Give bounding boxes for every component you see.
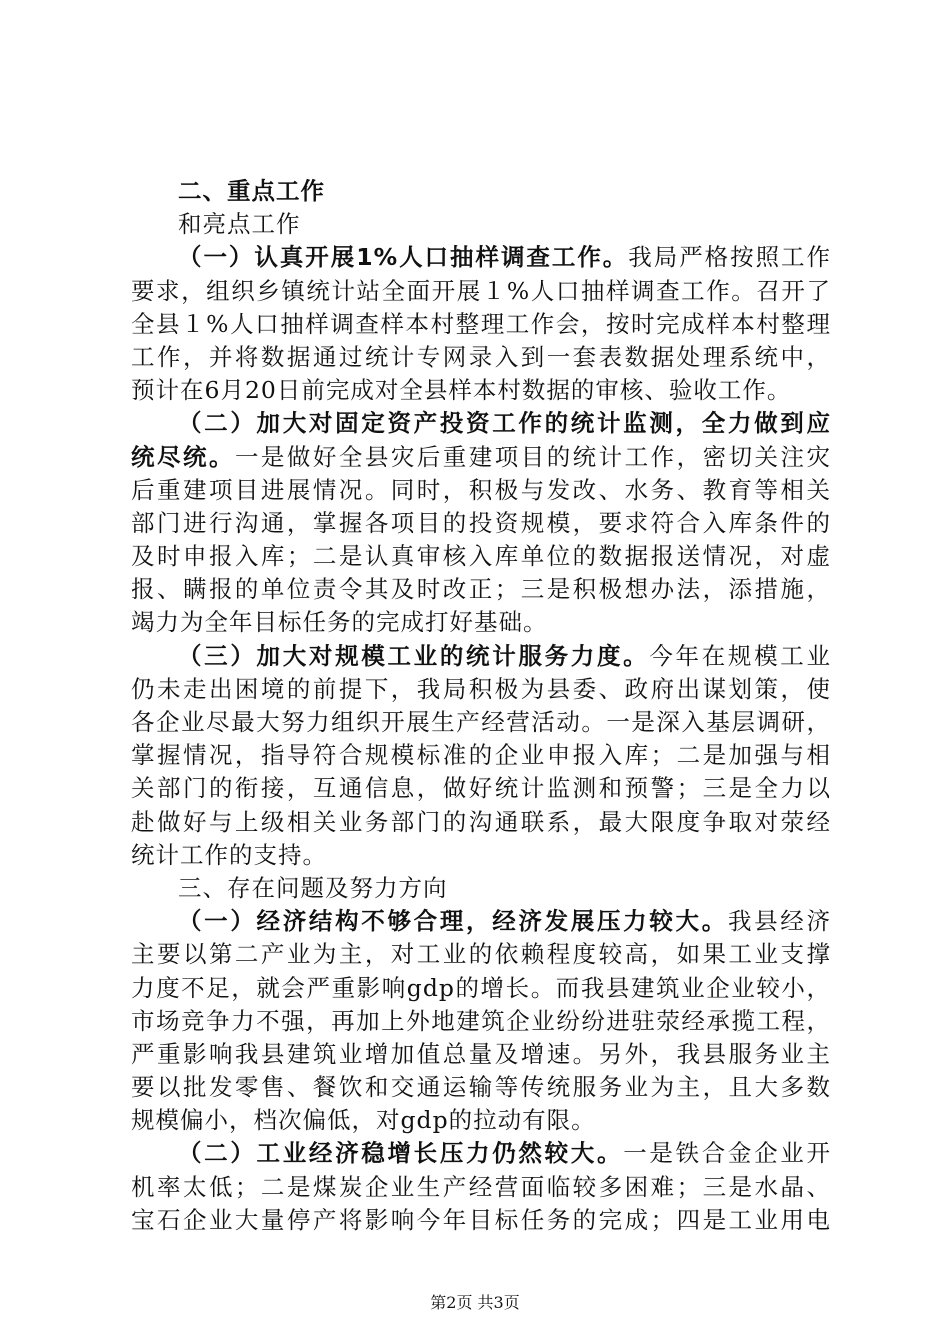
paragraph-line: 规模偏小，档次偏低，对gdp的拉动有限。 bbox=[131, 1106, 596, 1135]
section-subheading-highlights: 和亮点工作 bbox=[178, 210, 301, 239]
paragraph-line: 后重建项目进展情况。同时，积极与发改、水务、教育等相关 bbox=[131, 475, 831, 504]
section-heading-key-work: 二、重点工作 bbox=[178, 177, 325, 205]
paragraph-line: 主要以第二产业为主，对工业的依赖程度较高，如果工业支撑 bbox=[131, 940, 831, 969]
document-body bbox=[131, 175, 831, 1237]
paragraph-line: 报、瞒报的单位责令其及时改正；三是积极想办法，添措施， bbox=[131, 575, 831, 604]
paragraph-line: 各企业尽最大努力组织开展生产经营活动。一是深入基层调研， bbox=[131, 708, 831, 736]
paragraph-title-economic-structure: （一）经济结构不够合理，经济发展压力较大。 bbox=[178, 907, 728, 936]
paragraph-title-population-survey: （一）认真开展1%人口抽样调查工作。 bbox=[178, 243, 629, 272]
paragraph-line: 关部门的衔接，互通信息，做好统计监测和预警；三是全力以 bbox=[131, 774, 831, 803]
paragraph-line: 机率太低；二是煤炭企业生产经营面临较多困难；三是水晶、 bbox=[131, 1172, 831, 1201]
paragraph-line: 要求，组织乡镇统计站全面开展１%人口抽样调查工作。召开了 bbox=[131, 276, 831, 305]
paragraph-line: 预计在6月20日前完成对全县样本村数据的审核、验收工作。 bbox=[131, 376, 792, 405]
section-heading-problems: 三、存在问题及努力方向 bbox=[178, 873, 448, 902]
paragraph-line: 及时申报入库；二是认真审核入库单位的数据报送情况，对虚 bbox=[131, 542, 831, 571]
paragraph-line: 部门进行沟通，掌握各项目的投资规模，要求符合入库条件的 bbox=[131, 508, 831, 537]
paragraph-line: 宝石企业大量停产将影响今年目标任务的完成；四是工业用电 bbox=[131, 1205, 831, 1234]
paragraph-line: 统尽统。一是做好全县灾后重建项目的统计工作，密切关注灾 bbox=[131, 442, 832, 471]
paragraph-line: 力度不足，就会严重影响gdp的增长。而我县建筑业企业较小， bbox=[131, 973, 831, 1002]
paragraph-title-industry-service: （三）加大对规模工业的统计服务力度。 bbox=[178, 641, 650, 670]
paragraph-line: 市场竞争力不强，再加上外地建筑企业纷纷进驻荥经承揽工程， bbox=[131, 1006, 831, 1035]
paragraph-line: 严重影响我县建筑业增加值总量及增速。另外，我县服务业主 bbox=[131, 1039, 831, 1068]
paragraph-line: 掌握情况，指导符合规模标准的企业申报入库；二是加强与相 bbox=[131, 741, 831, 770]
paragraph-line bbox=[131, 407, 831, 440]
paragraph-line: 工作，并将数据通过统计专网录入到一套表数据处理系统中， bbox=[131, 342, 831, 371]
paragraph-line: （一）经济结构不够合理，经济发展压力较大。我县经济 bbox=[178, 907, 831, 936]
paragraph-line: （二）工业经济稳增长压力仍然较大。一是铁合金企业开 bbox=[178, 1139, 831, 1168]
page-footer: 第2页 共3页 bbox=[430, 1293, 520, 1312]
paragraph-title-fixed-assets: （二）加大对固定资产投资工作的统计监测，全力做到应 bbox=[178, 409, 831, 438]
paragraph-line: 全县１%人口抽样调查样本村整理工作会，按时完成样本村整理 bbox=[131, 309, 831, 338]
paragraph-line: （三）加大对规模工业的统计服务力度。今年在规模工业 bbox=[178, 641, 831, 670]
paragraph-title-industrial-growth: （二）工业经济稳增长压力仍然较大。 bbox=[178, 1139, 624, 1168]
paragraph-line: 仍未走出困境的前提下，我局积极为县委、政府出谋划策，使 bbox=[131, 674, 831, 703]
paragraph-line: 要以批发零售、餐饮和交通运输等传统服务业为主，且大多数 bbox=[131, 1073, 831, 1102]
paragraph-line: 赴做好与上级相关业务部门的沟通联系，最大限度争取对荥经 bbox=[131, 807, 831, 836]
paragraph-line: （一）认真开展1%人口抽样调查工作。我局严格按照工作 bbox=[178, 243, 832, 272]
paragraph-line: 统计工作的支持。 bbox=[131, 840, 327, 869]
paragraph-line: 竭力为全年目标任务的完成打好基础。 bbox=[131, 608, 548, 637]
